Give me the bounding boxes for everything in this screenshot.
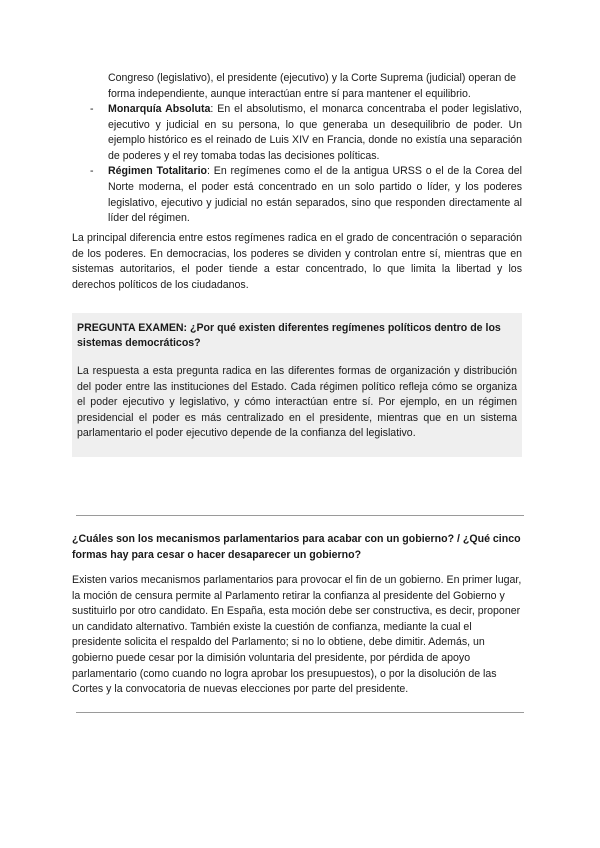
continuation-paragraph: Congreso (legislativo), el presidente (ejecutivo) y la Corte Suprema (judicial) operan de forma independiente, aunque interactúan entre sí para mantener el equilibrio. bbox=[108, 72, 517, 100]
bullet-regimen-totalitario bbox=[90, 164, 522, 226]
bullet-text: : En el absolutismo, el monarca concentraba el poder legislativo, ejecutivo y judicial en su persona, lo que generaba un desequilibrio de poder. Un ejemplo histórico es el reinado de Luis XIV en Francia, donde no existía una separación de poderes y el rey tomaba todas las decisiones políticas. bbox=[108, 103, 522, 162]
summary-paragraph: La principal diferencia entre estos regímenes radica en el grado de concentración o separación de los poderes. En democracias, los poderes se dividen y controlan entre sí, mientras que en sistemas autoritarios, el poder tiende a estar concentrado, lo que limita la libertad y los derechos políticos de los ciudadanos. bbox=[72, 232, 522, 291]
bullet-marker: - bbox=[90, 103, 94, 115]
regime-bullet-list bbox=[90, 102, 522, 227]
bullet-term: Monarquía Absoluta bbox=[108, 103, 211, 115]
question-answer-paragraph: Existen varios mecanismos parlamentarios para provocar el fin de un gobierno. En primer lugar, la moción de censura permite al Parlamento retirar la confianza al presidente del Gobierno y sustituirlo por otro candidato. En España, esta moción debe ser constructiva, es decir, proponer un candidato alternativo. También existe la cuestión de confianza, mediante la cual el presidente solicita el respaldo del Parlamento; si no lo obtiene, debe dimitir. Además, un gobierno puede cesar por la dimisión voluntaria del presidente, por pérdida de apoyo parlamentario (como cuando no logra aprobar los presupuestos), o por la disolución de las Cortes y la convocatoria de nuevas elecciones por parte del presidente. bbox=[72, 574, 522, 696]
section-divider bbox=[76, 515, 524, 516]
exam-answer-text: La respuesta a esta pregunta radica en las diferentes formas de organización y distribución del poder entre las instituciones del Estado. Cada régimen político refleja cómo se organiza el poder ejecutivo y legislativo, y cómo interactúan entre sí. Por ejemplo, en un régimen presidencial el poder es más centralizado en el presidente, mientras que en un sistema parlamentario el poder ejecutivo depende de la confianza del legislativo. bbox=[77, 365, 517, 440]
exam-question-box bbox=[72, 313, 522, 457]
exam-question-title: PREGUNTA EXAMEN: ¿Por qué existen diferentes regímenes políticos dentro de los sistemas democráticos? bbox=[77, 322, 501, 349]
bullet-text: : En regímenes como el de la antigua URSS o el de la Corea del Norte moderna, el poder está concentrado en un solo partido o líder, y los poderes legislativo, ejecutivo y judicial no están separados, sino que responden directamente al líder del régimen. bbox=[108, 165, 522, 225]
bullet-monarquia-absoluta bbox=[90, 102, 522, 164]
section-divider-bottom bbox=[76, 712, 524, 713]
question-title: ¿Cuáles son los mecanismos parlamentarios para acabar con un gobierno? / ¿Qué cinco formas hay para cesar o hacer desaparecer un gobierno? bbox=[72, 533, 521, 561]
bullet-term: Régimen Totalitario bbox=[108, 165, 207, 178]
bullet-marker: - bbox=[90, 165, 94, 178]
